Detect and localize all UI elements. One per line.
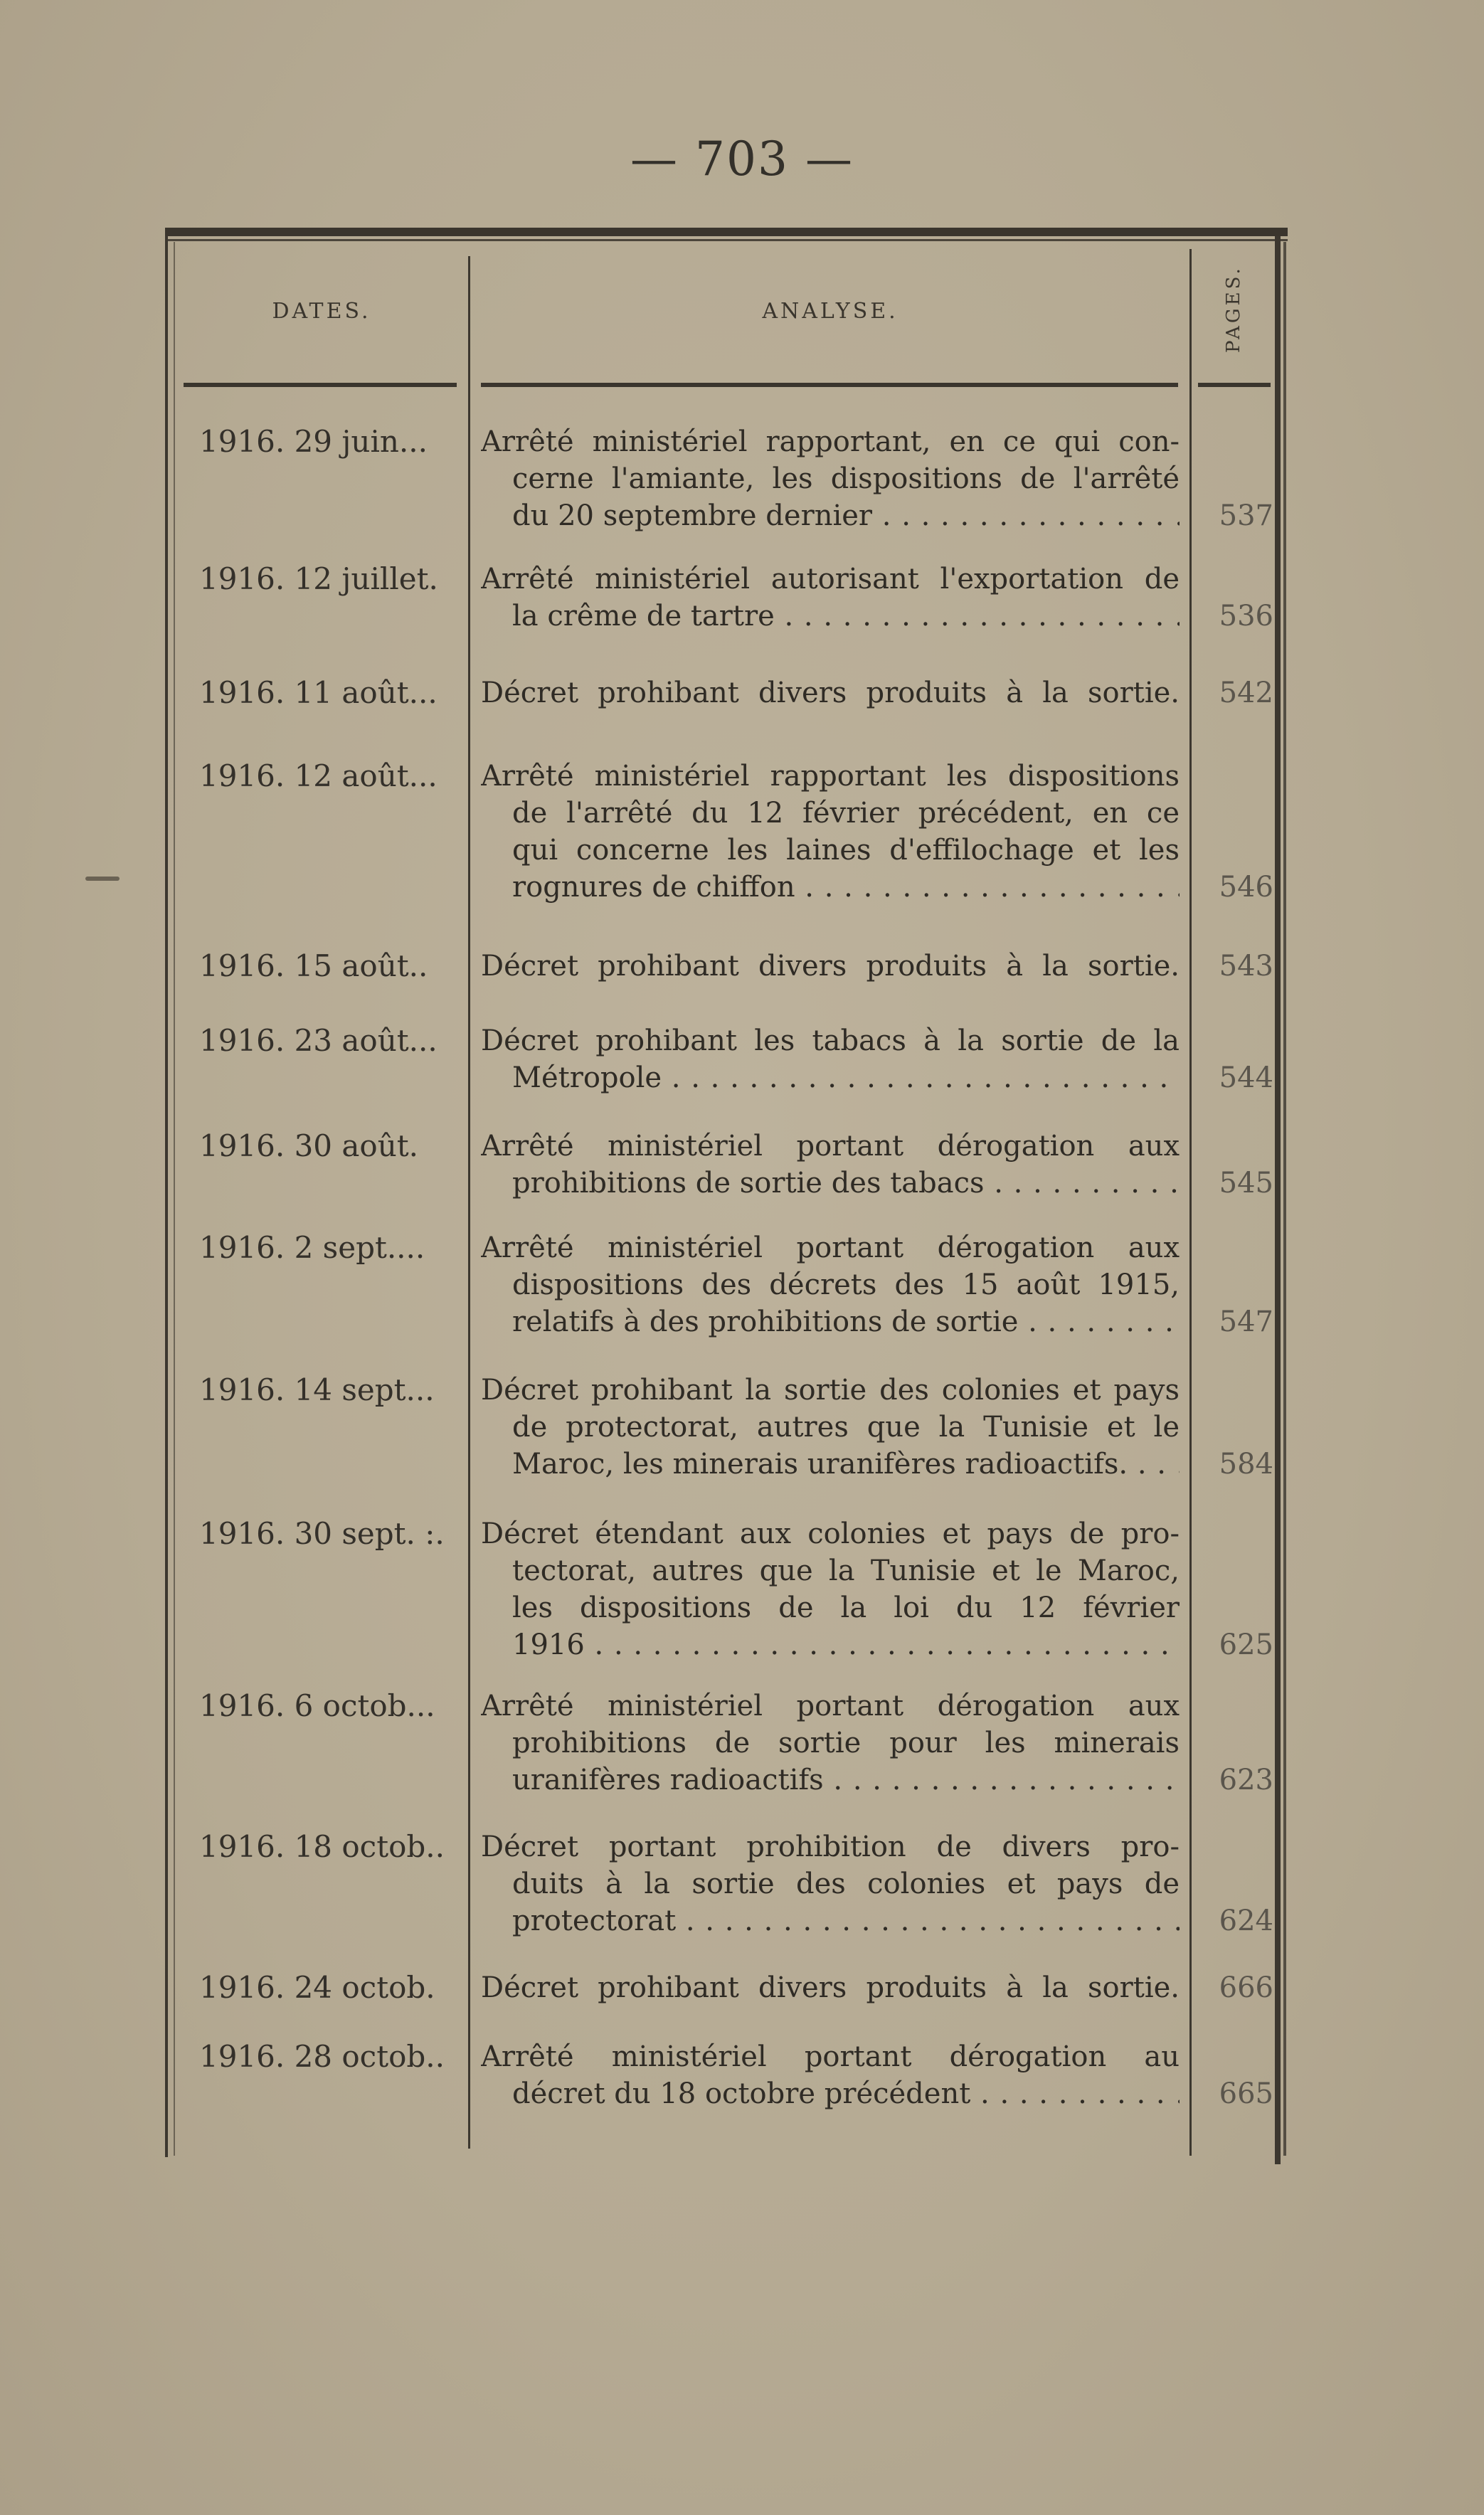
entry-analyse-line: de l'arrêté du 12 février précédent, en ce <box>512 797 1180 830</box>
entry-analyse-line: Arrêté ministériel portant dérogation au <box>481 2040 1180 2073</box>
entry-analyse-line: du 20 septembre dernier . . . <box>481 497 1180 534</box>
entry-analyse-line: dispositions des décrets des 15 août 1915, <box>512 1269 1180 1301</box>
entry-analyse-line: Arrêté ministériel portant dérogation aux <box>481 1690 1180 1722</box>
entry-date: 1916. 30 sept. :. <box>199 1516 445 1551</box>
entry-analyse-line: 1916 . . . <box>481 1626 1180 1663</box>
entry-date: 1916. 24 octob. <box>199 1970 435 2005</box>
entry-analyse-line: duits à la sortie des colonies et pays de <box>512 1868 1180 1900</box>
entry-analyse-line: Arrêté ministériel rapportant les dispositions <box>481 760 1180 793</box>
entry-analyse-line: cerne l'amiante, les dispositions de l'arrêté <box>512 462 1180 495</box>
entry-date: 1916. 11 août... <box>199 675 438 710</box>
entry-analyse <box>481 561 1180 635</box>
entry-analyse-line: Décret portant prohibition de divers pro- <box>481 1831 1180 1863</box>
entry-analyse-line: relatifs à des prohibitions de sortie . . . <box>481 1303 1180 1340</box>
entry-page: 542 <box>1219 677 1273 709</box>
entry-page: 543 <box>1219 950 1273 983</box>
entry-page: 544 <box>1219 1061 1273 1094</box>
entry-date: 1916. 12 juillet. <box>199 561 438 596</box>
entry-analyse-line: protectorat . . . <box>481 1902 1180 1939</box>
entry-analyse-line: prohibitions de sortie pour les minerais <box>512 1727 1180 1759</box>
entry-date: 1916. 12 août... <box>199 758 438 793</box>
entry-page: 625 <box>1219 1629 1273 1661</box>
entry-analyse-line: rognures de chiffon . . . <box>481 869 1180 906</box>
left-border <box>165 236 168 2157</box>
entry-analyse-line: Décret prohibant la sortie des colonies et pays <box>481 1374 1180 1407</box>
entry-analyse-line: Arrêté ministériel portant dérogation aux <box>481 1130 1180 1163</box>
ledger-table <box>165 228 1288 2160</box>
page-number: — 703 — <box>630 132 854 186</box>
table-top-rule-thin <box>165 239 1288 241</box>
dates-column-divider <box>468 256 470 2149</box>
entry-date: 1916. 18 octob.. <box>199 1829 445 1864</box>
entry-analyse <box>481 948 1180 985</box>
entry-analyse-line: Arrêté ministériel portant dérogation aux <box>481 1232 1180 1264</box>
entry-analyse <box>481 1828 1180 1939</box>
entry-analyse <box>481 1969 1180 2006</box>
entry-page: 546 <box>1219 871 1273 904</box>
entry-analyse <box>481 423 1180 534</box>
entry-analyse <box>481 674 1180 711</box>
entry-page: 545 <box>1219 1167 1273 1200</box>
entry-analyse <box>481 1372 1180 1483</box>
entry-analyse <box>481 1229 1180 1340</box>
entry-analyse-line: les dispositions de la loi du 12 février <box>512 1592 1180 1624</box>
entry-analyse <box>481 1022 1180 1096</box>
entry-analyse-line: tectorat, autres que la Tunisie et le Maroc, <box>512 1555 1180 1587</box>
entry-date: 1916. 30 août. <box>199 1128 418 1163</box>
entry-page: 666 <box>1219 1971 1273 2004</box>
entry-date: 1916. 29 juin... <box>199 424 428 459</box>
header-analyse: ANALYSE. <box>762 299 899 324</box>
entry-date: 1916. 14 sept... <box>199 1372 435 1407</box>
entry-page: 623 <box>1219 1764 1273 1796</box>
entry-analyse-line: de protectorat, autres que la Tunisie et le <box>512 1411 1180 1444</box>
entry-analyse-line: la crême de tartre . . . <box>481 598 1180 635</box>
entry-analyse-line: prohibitions de sortie des tabacs . . . <box>481 1165 1180 1202</box>
right-border <box>1275 236 1281 2164</box>
entry-analyse-line: Décret prohibant les tabacs à la sortie de la <box>481 1024 1180 1057</box>
left-border-inner <box>174 242 175 2156</box>
entry-analyse <box>481 758 1180 906</box>
entry-page: 665 <box>1219 2077 1273 2110</box>
entry-date: 1916. 23 août... <box>199 1023 438 1058</box>
entry-page: 536 <box>1219 600 1273 632</box>
entry-analyse-line: Arrêté ministériel autorisant l'exportation de <box>481 563 1180 595</box>
entry-analyse <box>481 2038 1180 2112</box>
header-dates: DATES. <box>272 299 371 324</box>
entry-analyse <box>481 1515 1180 1663</box>
entry-date: 1916. 28 octob.. <box>199 2039 445 2074</box>
header-rule-pages <box>1198 383 1271 387</box>
entry-date: 1916. 2 sept.... <box>199 1230 425 1265</box>
entry-analyse-line: Métropole . . . <box>481 1059 1180 1096</box>
header-rule-dates <box>184 383 457 387</box>
entry-page: 537 <box>1219 499 1273 532</box>
entry-analyse-line: qui concerne les laines d'effilochage et les <box>512 834 1180 867</box>
entry-analyse-line: décret du 18 octobre précédent . . . <box>481 2075 1180 2112</box>
entry-page: 624 <box>1219 1905 1273 1937</box>
entry-analyse-line: Maroc, les minerais uranifères radioactifs. . . . <box>481 1446 1180 1483</box>
entry-analyse-line: Décret prohibant divers produits à la sortie. <box>481 1971 1180 2004</box>
header-rule-analyse <box>481 383 1178 387</box>
entry-analyse <box>481 1128 1180 1202</box>
header-pages: PAGES. <box>1223 265 1244 354</box>
pages-column-divider <box>1189 249 1192 2156</box>
entry-analyse-line: Décret étendant aux colonies et pays de pro- <box>481 1518 1180 1550</box>
entry-analyse-line: Décret prohibant divers produits à la sortie. <box>481 677 1180 709</box>
table-top-rule <box>165 228 1288 236</box>
entry-analyse <box>481 1688 1180 1799</box>
entry-analyse-line: uranifères radioactifs . . . <box>481 1762 1180 1799</box>
entry-date: 1916. 15 août.. <box>199 948 428 983</box>
entry-page: 547 <box>1219 1306 1273 1338</box>
entry-page: 584 <box>1219 1448 1273 1481</box>
entry-analyse-line: Décret prohibant divers produits à la sortie. <box>481 950 1180 983</box>
entry-analyse-line: Arrêté ministériel rapportant, en ce qui con- <box>481 425 1180 458</box>
ink-smudge <box>85 877 120 881</box>
entry-date: 1916. 6 octob... <box>199 1688 435 1723</box>
right-border-outer <box>1283 242 1286 2156</box>
